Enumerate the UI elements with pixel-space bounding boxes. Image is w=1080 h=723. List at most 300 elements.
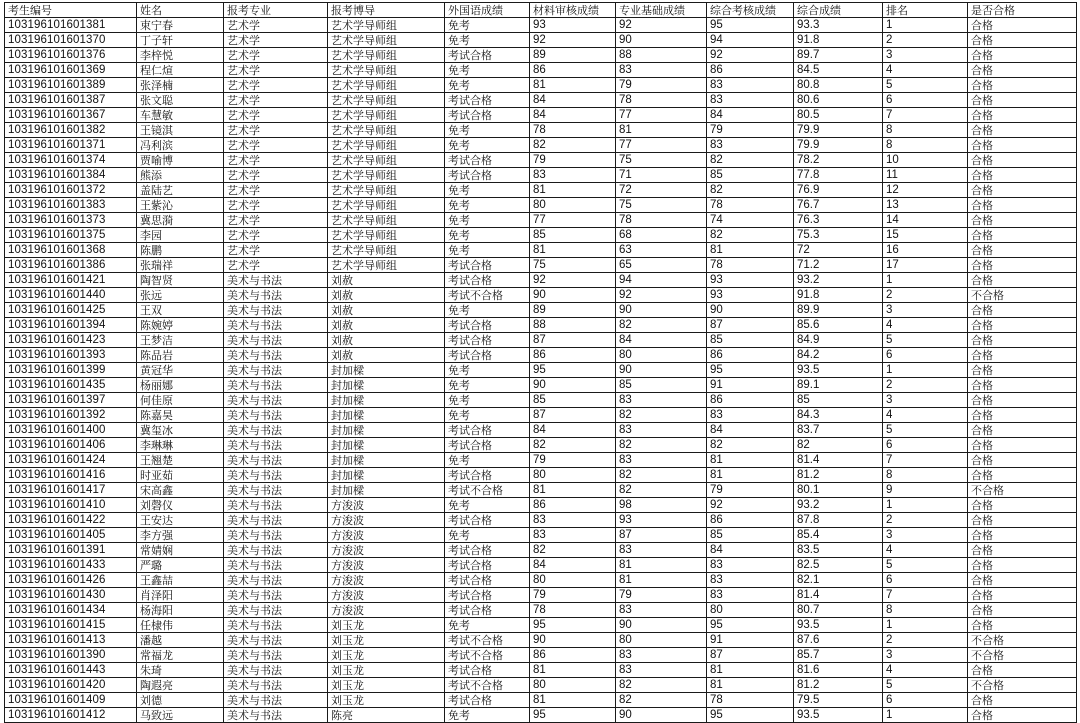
supervisor-cell: 艺术学导师组 <box>328 63 445 78</box>
overall-score-cell: 82 <box>794 438 883 453</box>
qualified-cell: 合格 <box>968 228 1077 243</box>
header-comprehensive-assessment: 综合考核成绩 <box>707 3 794 18</box>
supervisor-cell: 艺术学导师组 <box>328 183 445 198</box>
table-row <box>5 633 1077 648</box>
qualified-cell: 合格 <box>968 453 1077 468</box>
qualified-cell: 合格 <box>968 363 1077 378</box>
foreign-language-cell: 考试不合格 <box>445 483 530 498</box>
professional-basics-cell: 90 <box>616 33 707 48</box>
foreign-language-cell: 考试不合格 <box>445 288 530 303</box>
comprehensive-assessment-cell: 93 <box>707 273 794 288</box>
professional-basics-cell: 78 <box>616 213 707 228</box>
professional-basics-cell: 83 <box>616 648 707 663</box>
professional-basics-cell: 83 <box>616 663 707 678</box>
table-row <box>5 708 1077 723</box>
qualified-cell: 合格 <box>968 618 1077 633</box>
professional-basics-cell: 94 <box>616 273 707 288</box>
material-review-cell: 92 <box>530 33 616 48</box>
qualified-cell: 不合格 <box>968 633 1077 648</box>
name-cell: 黄冠华 <box>137 363 224 378</box>
candidate-id-cell: 103196101601420 <box>5 678 137 693</box>
comprehensive-assessment-cell: 83 <box>707 78 794 93</box>
supervisor-cell: 封加樑 <box>328 408 445 423</box>
candidate-id-cell: 103196101601369 <box>5 63 137 78</box>
candidate-id-cell: 103196101601394 <box>5 318 137 333</box>
overall-score-cell: 89.9 <box>794 303 883 318</box>
supervisor-cell: 陈亮 <box>328 708 445 723</box>
professional-basics-cell: 75 <box>616 198 707 213</box>
comprehensive-assessment-cell: 87 <box>707 318 794 333</box>
material-review-cell: 79 <box>530 588 616 603</box>
header-foreign-language: 外国语成绩 <box>445 3 530 18</box>
professional-basics-cell: 82 <box>616 438 707 453</box>
qualified-cell: 合格 <box>968 93 1077 108</box>
table-row <box>5 363 1077 378</box>
professional-basics-cell: 83 <box>616 393 707 408</box>
material-review-cell: 82 <box>530 138 616 153</box>
overall-score-cell: 80.6 <box>794 93 883 108</box>
comprehensive-assessment-cell: 85 <box>707 333 794 348</box>
name-cell: 李园 <box>137 228 224 243</box>
overall-score-cell: 79.9 <box>794 138 883 153</box>
table-row <box>5 663 1077 678</box>
supervisor-cell: 方浚波 <box>328 498 445 513</box>
material-review-cell: 95 <box>530 708 616 723</box>
major-cell: 美术与书法 <box>224 288 328 303</box>
comprehensive-assessment-cell: 83 <box>707 408 794 423</box>
major-cell: 艺术学 <box>224 123 328 138</box>
professional-basics-cell: 82 <box>616 693 707 708</box>
table-row <box>5 438 1077 453</box>
rank-cell: 7 <box>883 453 968 468</box>
rank-cell: 7 <box>883 108 968 123</box>
supervisor-cell: 艺术学导师组 <box>328 93 445 108</box>
professional-basics-cell: 84 <box>616 333 707 348</box>
name-cell: 何佳原 <box>137 393 224 408</box>
professional-basics-cell: 82 <box>616 468 707 483</box>
material-review-cell: 86 <box>530 63 616 78</box>
candidate-id-cell: 103196101601389 <box>5 78 137 93</box>
material-review-cell: 90 <box>530 378 616 393</box>
qualified-cell: 合格 <box>968 708 1077 723</box>
comprehensive-assessment-cell: 85 <box>707 168 794 183</box>
header-name: 姓名 <box>137 3 224 18</box>
major-cell: 美术与书法 <box>224 348 328 363</box>
rank-cell: 1 <box>883 273 968 288</box>
name-cell: 盖陆艺 <box>137 183 224 198</box>
major-cell: 艺术学 <box>224 78 328 93</box>
table-row <box>5 258 1077 273</box>
overall-score-cell: 80.1 <box>794 483 883 498</box>
table-row <box>5 63 1077 78</box>
professional-basics-cell: 82 <box>616 678 707 693</box>
foreign-language-cell: 免考 <box>445 528 530 543</box>
supervisor-cell: 封加樑 <box>328 438 445 453</box>
comprehensive-assessment-cell: 83 <box>707 138 794 153</box>
professional-basics-cell: 83 <box>616 453 707 468</box>
professional-basics-cell: 90 <box>616 618 707 633</box>
rank-cell: 5 <box>883 78 968 93</box>
overall-score-cell: 81.4 <box>794 453 883 468</box>
foreign-language-cell: 免考 <box>445 138 530 153</box>
major-cell: 艺术学 <box>224 108 328 123</box>
qualified-cell: 合格 <box>968 528 1077 543</box>
supervisor-cell: 刘赦 <box>328 273 445 288</box>
comprehensive-assessment-cell: 86 <box>707 513 794 528</box>
name-cell: 陈嘉昊 <box>137 408 224 423</box>
rank-cell: 6 <box>883 93 968 108</box>
foreign-language-cell: 考试合格 <box>445 468 530 483</box>
major-cell: 艺术学 <box>224 138 328 153</box>
overall-score-cell: 81.2 <box>794 678 883 693</box>
material-review-cell: 78 <box>530 123 616 138</box>
qualified-cell: 合格 <box>968 513 1077 528</box>
comprehensive-assessment-cell: 95 <box>707 618 794 633</box>
table-row <box>5 618 1077 633</box>
foreign-language-cell: 考试合格 <box>445 693 530 708</box>
name-cell: 李方强 <box>137 528 224 543</box>
candidate-id-cell: 103196101601417 <box>5 483 137 498</box>
rank-cell: 5 <box>883 678 968 693</box>
candidate-id-cell: 103196101601423 <box>5 333 137 348</box>
table-row <box>5 408 1077 423</box>
comprehensive-assessment-cell: 81 <box>707 663 794 678</box>
foreign-language-cell: 免考 <box>445 618 530 633</box>
name-cell: 张远 <box>137 288 224 303</box>
header-major: 报考专业 <box>224 3 328 18</box>
professional-basics-cell: 80 <box>616 348 707 363</box>
candidate-id-cell: 103196101601386 <box>5 258 137 273</box>
candidate-id-cell: 103196101601425 <box>5 303 137 318</box>
major-cell: 美术与书法 <box>224 693 328 708</box>
header-supervisor: 报考博导 <box>328 3 445 18</box>
name-cell: 王紫沁 <box>137 198 224 213</box>
qualified-cell: 合格 <box>968 303 1077 318</box>
qualified-cell: 合格 <box>968 123 1077 138</box>
overall-score-cell: 77.8 <box>794 168 883 183</box>
supervisor-cell: 封加樑 <box>328 423 445 438</box>
candidate-id-cell: 103196101601413 <box>5 633 137 648</box>
rank-cell: 8 <box>883 123 968 138</box>
overall-score-cell: 91.8 <box>794 33 883 48</box>
foreign-language-cell: 免考 <box>445 303 530 318</box>
professional-basics-cell: 77 <box>616 108 707 123</box>
candidate-id-cell: 103196101601372 <box>5 183 137 198</box>
qualified-cell: 合格 <box>968 18 1077 33</box>
supervisor-cell: 艺术学导师组 <box>328 243 445 258</box>
name-cell: 陈婉婷 <box>137 318 224 333</box>
major-cell: 艺术学 <box>224 198 328 213</box>
candidate-id-cell: 103196101601373 <box>5 213 137 228</box>
overall-score-cell: 71.2 <box>794 258 883 273</box>
qualified-cell: 合格 <box>968 48 1077 63</box>
major-cell: 艺术学 <box>224 258 328 273</box>
candidate-id-cell: 103196101601424 <box>5 453 137 468</box>
material-review-cell: 87 <box>530 333 616 348</box>
major-cell: 美术与书法 <box>224 273 328 288</box>
professional-basics-cell: 83 <box>616 423 707 438</box>
material-review-cell: 90 <box>530 633 616 648</box>
candidate-id-cell: 103196101601405 <box>5 528 137 543</box>
rank-cell: 11 <box>883 168 968 183</box>
overall-score-cell: 81.2 <box>794 468 883 483</box>
material-review-cell: 85 <box>530 393 616 408</box>
material-review-cell: 80 <box>530 678 616 693</box>
professional-basics-cell: 93 <box>616 513 707 528</box>
name-cell: 张瑞祥 <box>137 258 224 273</box>
major-cell: 艺术学 <box>224 63 328 78</box>
professional-basics-cell: 81 <box>616 123 707 138</box>
major-cell: 美术与书法 <box>224 528 328 543</box>
rank-cell: 2 <box>883 288 968 303</box>
rank-cell: 3 <box>883 303 968 318</box>
material-review-cell: 86 <box>530 648 616 663</box>
name-cell: 束宁春 <box>137 18 224 33</box>
candidate-id-cell: 103196101601374 <box>5 153 137 168</box>
supervisor-cell: 艺术学导师组 <box>328 198 445 213</box>
professional-basics-cell: 83 <box>616 63 707 78</box>
rank-cell: 10 <box>883 153 968 168</box>
professional-basics-cell: 92 <box>616 18 707 33</box>
material-review-cell: 88 <box>530 318 616 333</box>
qualified-cell: 合格 <box>968 348 1077 363</box>
foreign-language-cell: 考试合格 <box>445 273 530 288</box>
rank-cell: 17 <box>883 258 968 273</box>
comprehensive-assessment-cell: 90 <box>707 303 794 318</box>
qualified-cell: 合格 <box>968 153 1077 168</box>
material-review-cell: 80 <box>530 468 616 483</box>
qualified-cell: 合格 <box>968 168 1077 183</box>
score-table <box>4 2 1077 723</box>
foreign-language-cell: 免考 <box>445 63 530 78</box>
qualified-cell: 合格 <box>968 78 1077 93</box>
major-cell: 美术与书法 <box>224 648 328 663</box>
supervisor-cell: 艺术学导师组 <box>328 138 445 153</box>
name-cell: 严璐 <box>137 558 224 573</box>
header-material-review: 材料审核成绩 <box>530 3 616 18</box>
name-cell: 李琳琳 <box>137 438 224 453</box>
foreign-language-cell: 免考 <box>445 453 530 468</box>
supervisor-cell: 艺术学导师组 <box>328 153 445 168</box>
name-cell: 王梦洁 <box>137 333 224 348</box>
material-review-cell: 79 <box>530 153 616 168</box>
candidate-id-cell: 103196101601397 <box>5 393 137 408</box>
table-row <box>5 213 1077 228</box>
comprehensive-assessment-cell: 94 <box>707 33 794 48</box>
qualified-cell: 合格 <box>968 243 1077 258</box>
comprehensive-assessment-cell: 78 <box>707 198 794 213</box>
name-cell: 熊添 <box>137 168 224 183</box>
rank-cell: 9 <box>883 483 968 498</box>
professional-basics-cell: 72 <box>616 183 707 198</box>
major-cell: 美术与书法 <box>224 588 328 603</box>
supervisor-cell: 刘赦 <box>328 303 445 318</box>
candidate-id-cell: 103196101601433 <box>5 558 137 573</box>
rank-cell: 5 <box>883 423 968 438</box>
header-rank: 排名 <box>883 3 968 18</box>
overall-score-cell: 72 <box>794 243 883 258</box>
material-review-cell: 75 <box>530 258 616 273</box>
material-review-cell: 82 <box>530 543 616 558</box>
material-review-cell: 81 <box>530 663 616 678</box>
rank-cell: 8 <box>883 138 968 153</box>
supervisor-cell: 艺术学导师组 <box>328 108 445 123</box>
comprehensive-assessment-cell: 92 <box>707 48 794 63</box>
supervisor-cell: 刘玉龙 <box>328 618 445 633</box>
foreign-language-cell: 考试合格 <box>445 558 530 573</box>
major-cell: 艺术学 <box>224 168 328 183</box>
major-cell: 美术与书法 <box>224 543 328 558</box>
overall-score-cell: 80.7 <box>794 603 883 618</box>
major-cell: 美术与书法 <box>224 678 328 693</box>
overall-score-cell: 79.9 <box>794 123 883 138</box>
table-row <box>5 498 1077 513</box>
material-review-cell: 81 <box>530 78 616 93</box>
rank-cell: 4 <box>883 663 968 678</box>
candidate-id-cell: 103196101601390 <box>5 648 137 663</box>
table-row <box>5 78 1077 93</box>
table-row <box>5 18 1077 33</box>
candidate-id-cell: 103196101601409 <box>5 693 137 708</box>
material-review-cell: 84 <box>530 93 616 108</box>
overall-score-cell: 85 <box>794 393 883 408</box>
table-row <box>5 393 1077 408</box>
foreign-language-cell: 考试合格 <box>445 48 530 63</box>
professional-basics-cell: 90 <box>616 708 707 723</box>
supervisor-cell: 艺术学导师组 <box>328 228 445 243</box>
table-row <box>5 198 1077 213</box>
supervisor-cell: 艺术学导师组 <box>328 48 445 63</box>
supervisor-cell: 艺术学导师组 <box>328 18 445 33</box>
rank-cell: 6 <box>883 348 968 363</box>
candidate-id-cell: 103196101601367 <box>5 108 137 123</box>
qualified-cell: 合格 <box>968 213 1077 228</box>
header-overall-score: 综合成绩 <box>794 3 883 18</box>
comprehensive-assessment-cell: 87 <box>707 648 794 663</box>
name-cell: 杨海阳 <box>137 603 224 618</box>
supervisor-cell: 方浚波 <box>328 543 445 558</box>
comprehensive-assessment-cell: 86 <box>707 348 794 363</box>
rank-cell: 1 <box>883 498 968 513</box>
rank-cell: 5 <box>883 333 968 348</box>
supervisor-cell: 封加樑 <box>328 393 445 408</box>
supervisor-cell: 封加樑 <box>328 468 445 483</box>
overall-score-cell: 80.8 <box>794 78 883 93</box>
material-review-cell: 83 <box>530 528 616 543</box>
comprehensive-assessment-cell: 83 <box>707 588 794 603</box>
material-review-cell: 82 <box>530 438 616 453</box>
material-review-cell: 93 <box>530 18 616 33</box>
major-cell: 美术与书法 <box>224 498 328 513</box>
professional-basics-cell: 90 <box>616 363 707 378</box>
supervisor-cell: 艺术学导师组 <box>328 78 445 93</box>
rank-cell: 4 <box>883 408 968 423</box>
major-cell: 美术与书法 <box>224 468 328 483</box>
rank-cell: 2 <box>883 513 968 528</box>
qualified-cell: 合格 <box>968 573 1077 588</box>
candidate-id-cell: 103196101601426 <box>5 573 137 588</box>
comprehensive-assessment-cell: 93 <box>707 288 794 303</box>
table-row <box>5 423 1077 438</box>
professional-basics-cell: 77 <box>616 138 707 153</box>
candidate-id-cell: 103196101601421 <box>5 273 137 288</box>
table-row <box>5 288 1077 303</box>
material-review-cell: 84 <box>530 108 616 123</box>
header-candidate-id: 考生编号 <box>5 3 137 18</box>
table-row <box>5 648 1077 663</box>
supervisor-cell: 刘玉龙 <box>328 693 445 708</box>
professional-basics-cell: 75 <box>616 153 707 168</box>
rank-cell: 4 <box>883 63 968 78</box>
material-review-cell: 92 <box>530 273 616 288</box>
material-review-cell: 80 <box>530 198 616 213</box>
table-row <box>5 558 1077 573</box>
name-cell: 陈品岩 <box>137 348 224 363</box>
supervisor-cell: 刘玉龙 <box>328 633 445 648</box>
table-row <box>5 678 1077 693</box>
material-review-cell: 78 <box>530 603 616 618</box>
professional-basics-cell: 83 <box>616 543 707 558</box>
name-cell: 王安达 <box>137 513 224 528</box>
comprehensive-assessment-cell: 84 <box>707 423 794 438</box>
table-row <box>5 603 1077 618</box>
table-row <box>5 48 1077 63</box>
comprehensive-assessment-cell: 82 <box>707 228 794 243</box>
supervisor-cell: 封加樑 <box>328 363 445 378</box>
supervisor-cell: 刘玉龙 <box>328 663 445 678</box>
candidate-id-cell: 103196101601434 <box>5 603 137 618</box>
name-cell: 肖泽阳 <box>137 588 224 603</box>
overall-score-cell: 78.2 <box>794 153 883 168</box>
qualified-cell: 合格 <box>968 198 1077 213</box>
foreign-language-cell: 免考 <box>445 363 530 378</box>
overall-score-cell: 76.7 <box>794 198 883 213</box>
name-cell: 刘德 <box>137 693 224 708</box>
table-row <box>5 303 1077 318</box>
foreign-language-cell: 免考 <box>445 183 530 198</box>
table-row <box>5 243 1077 258</box>
professional-basics-cell: 92 <box>616 288 707 303</box>
qualified-cell: 合格 <box>968 138 1077 153</box>
candidate-id-cell: 103196101601443 <box>5 663 137 678</box>
rank-cell: 16 <box>883 243 968 258</box>
candidate-id-cell: 103196101601392 <box>5 408 137 423</box>
rank-cell: 3 <box>883 48 968 63</box>
rank-cell: 6 <box>883 438 968 453</box>
overall-score-cell: 84.2 <box>794 348 883 363</box>
supervisor-cell: 方浚波 <box>328 603 445 618</box>
comprehensive-assessment-cell: 85 <box>707 528 794 543</box>
major-cell: 艺术学 <box>224 48 328 63</box>
comprehensive-assessment-cell: 84 <box>707 543 794 558</box>
overall-score-cell: 93.5 <box>794 708 883 723</box>
major-cell: 艺术学 <box>224 183 328 198</box>
professional-basics-cell: 88 <box>616 48 707 63</box>
name-cell: 丁子轩 <box>137 33 224 48</box>
foreign-language-cell: 考试合格 <box>445 573 530 588</box>
name-cell: 常福龙 <box>137 648 224 663</box>
major-cell: 美术与书法 <box>224 453 328 468</box>
table-row <box>5 483 1077 498</box>
major-cell: 美术与书法 <box>224 408 328 423</box>
name-cell: 陶智贤 <box>137 273 224 288</box>
name-cell: 陈鹏 <box>137 243 224 258</box>
professional-basics-cell: 65 <box>616 258 707 273</box>
rank-cell: 3 <box>883 648 968 663</box>
name-cell: 王双 <box>137 303 224 318</box>
comprehensive-assessment-cell: 83 <box>707 558 794 573</box>
candidate-id-cell: 103196101601410 <box>5 498 137 513</box>
